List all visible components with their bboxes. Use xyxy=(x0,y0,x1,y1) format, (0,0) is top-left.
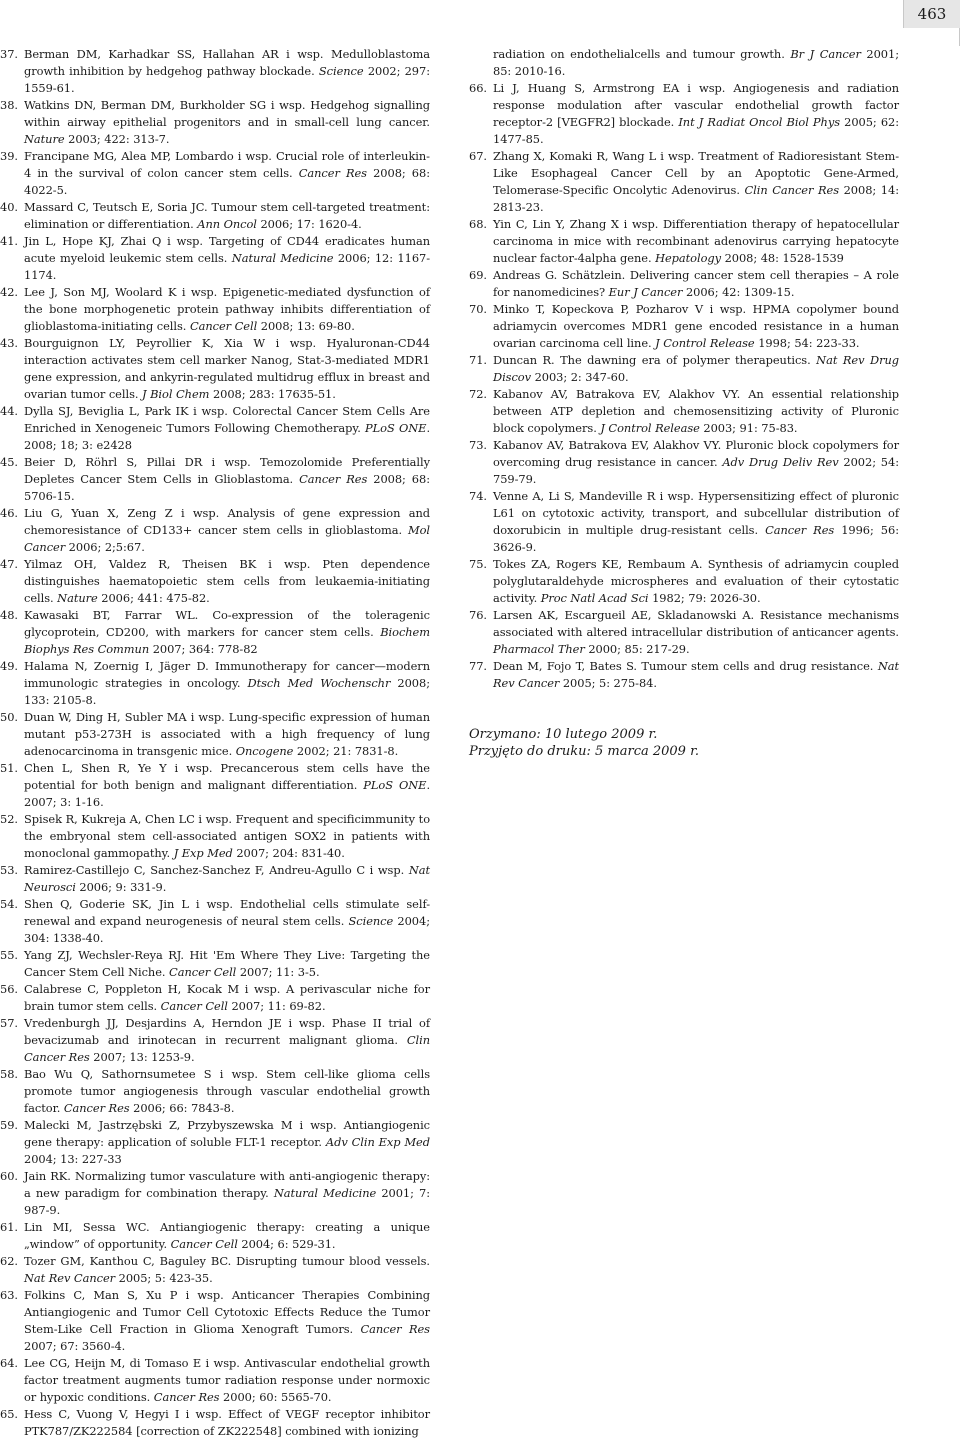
reference-item xyxy=(0,505,430,556)
reference-journal: Cancer Res xyxy=(360,1322,430,1336)
reference-details: 2006; 12: 1167-1174. xyxy=(24,251,431,282)
reference-item xyxy=(0,148,430,199)
reference-item xyxy=(0,862,430,896)
reference-number: 69. xyxy=(469,268,487,282)
reference-body xyxy=(493,556,899,607)
reference-number: 65. xyxy=(0,1407,18,1421)
reference-body xyxy=(24,658,430,709)
reference-text: Folkins C, Man S, Xu P i wsp. Anticancer Therapies Combining Antiangiogenic and Tumor Cell Cytotoxic Effects Reduce the Tumor Stem-Like Cell Fraction in Glioma Xenograft Tumors. xyxy=(24,1288,430,1336)
left-column xyxy=(0,46,430,1440)
reference-journal: Clin Cancer Res xyxy=(744,183,839,197)
reference-item xyxy=(469,607,899,658)
reference-number: 63. xyxy=(0,1288,18,1302)
reference-number: 67. xyxy=(469,149,487,163)
reference-journal: Nature xyxy=(24,132,65,146)
reference-journal: Science xyxy=(318,64,364,78)
reference-text: Duan W, Ding H, Subler MA i wsp. Lung-specific expression of human mutant p53-273H is associated with a high frequency of lung adenocarcinoma in transgenic mice. xyxy=(24,710,430,758)
reference-journal: Nat Rev Cancer xyxy=(24,1271,116,1285)
reference-details: 2002; 54: 759-79. xyxy=(493,455,899,486)
reference-text: Shen Q, Goderie SK, Jin L i wsp. Endothelial cells stimulate self-renewal and expand neurogenesis of neural stem cells. xyxy=(24,897,430,928)
reference-text: Jain RK. Normalizing tumor vasculature with anti-angiogenic therapy: a new paradigm for combination therapy. xyxy=(24,1169,430,1200)
reference-journal: Br J Cancer xyxy=(790,47,861,61)
reference-item xyxy=(469,148,899,216)
reference-details: 2005; 62: 1477-85. xyxy=(493,115,899,146)
reference-text: Kabanov AV, Batrakova EV, Alakhov VY. An essential relationship between ATP depletion and chemosensitizing activity of Pluronic block copolymers. xyxy=(493,387,899,435)
reference-journal: Cancer Res xyxy=(63,1101,130,1115)
reference-body xyxy=(24,709,430,760)
reference-body xyxy=(24,454,430,505)
reference-item xyxy=(0,1117,430,1168)
page-number: 463 xyxy=(903,0,960,28)
reference-journal: Oncogene xyxy=(235,744,294,758)
reference-details: 2004; 304: 1338-40. xyxy=(24,914,430,945)
reference-journal: J Control Release xyxy=(600,421,700,435)
reference-item xyxy=(0,760,430,811)
reference-details: 2003; 422: 313-7. xyxy=(64,132,170,146)
reference-item xyxy=(469,437,899,488)
reference-journal: Cancer Cell xyxy=(170,1237,238,1251)
reference-text: Massard C, Teutsch E, Soria JC. Tumour stem cell-targeted treatment: elimination or differentiation. xyxy=(24,200,430,231)
reference-journal: PLoS ONE xyxy=(363,778,427,792)
reference-journal: Cancer Res xyxy=(765,523,835,537)
reference-text: Malecki M, Jastrzębski Z, Przybyszewska M i wsp. Antiangiogenic gene therapy: application of soluble FLT-1 receptor. xyxy=(24,1118,430,1149)
reference-number: 40. xyxy=(0,200,18,214)
reference-details: 2008; 68: 5706-15. xyxy=(24,472,430,503)
reference-details: 1982; 79: 2026-30. xyxy=(648,591,761,605)
reference-number: 48. xyxy=(0,608,18,622)
reference-body xyxy=(493,267,899,301)
reference-details: 2008; 13: 69-80. xyxy=(257,319,355,333)
reference-text: Liu G, Yuan X, Zeng Z i wsp. Analysis of gene expression and chemoresistance of CD133+ cancer stem cells in glioblastoma. xyxy=(24,506,430,537)
reference-journal: Cancer Res xyxy=(298,166,367,180)
reference-journal: Pharmacol Ther xyxy=(493,642,585,656)
reference-number: 46. xyxy=(0,506,18,520)
reference-text: Vredenburgh JJ, Desjardins A, Herndon JE i wsp. Phase II trial of bevacizumab and irinotecan in recurrent malignant glioma. xyxy=(24,1016,430,1047)
reference-text: Lin MI, Sessa WC. Antiangiogenic therapy: creating a unique „window” of opportunity. xyxy=(24,1220,430,1251)
reference-details: 1998; 54: 223-33. xyxy=(754,336,860,350)
reference-journal: Cancer Res xyxy=(299,472,368,486)
reference-item xyxy=(469,352,899,386)
reference-text: Calabrese C, Poppleton H, Kocak M i wsp. A perivascular niche for brain tumor stem cells. xyxy=(24,982,430,1013)
reference-item xyxy=(0,233,430,284)
reference-body xyxy=(24,760,430,811)
reference-body xyxy=(24,1168,430,1219)
reference-number: 74. xyxy=(469,489,487,503)
article-dates xyxy=(469,726,899,760)
reference-item xyxy=(0,454,430,505)
reference-journal: Science xyxy=(348,914,394,928)
reference-details: 2008; 283: 17635-51. xyxy=(209,387,336,401)
reference-body xyxy=(24,811,430,862)
reference-body xyxy=(24,233,430,284)
reference-continuation xyxy=(469,46,899,80)
reference-number: 41. xyxy=(0,234,18,248)
reference-number: 53. xyxy=(0,863,18,877)
reference-body xyxy=(24,896,430,947)
reference-item xyxy=(469,267,899,301)
reference-text: Zhang X, Komaki R, Wang L i wsp. Treatment of Radioresistant Stem-Like Esophageal Cancer Cell by an Apoptotic Gene-Armed, Telomerase-Specific Oncolytic Adenovirus. xyxy=(493,149,899,197)
reference-journal: Int J Radiat Oncol Biol Phys xyxy=(678,115,841,129)
reference-details: 2005; 5: 275-84. xyxy=(559,676,657,690)
reference-body xyxy=(493,437,899,488)
reference-body xyxy=(493,658,899,692)
reference-number: 56. xyxy=(0,982,18,996)
reference-number: 39. xyxy=(0,149,18,163)
reference-item xyxy=(0,1066,430,1117)
reference-body xyxy=(24,46,430,97)
reference-text: Bao Wu Q, Sathornsumetee S i wsp. Stem cell-like glioma cells promote tumor angiogenesis through vascular endothelial growth factor. xyxy=(24,1067,430,1115)
reference-item xyxy=(0,1219,430,1253)
reference-number: 42. xyxy=(0,285,18,299)
reference-number: 77. xyxy=(469,659,487,673)
reference-item xyxy=(469,216,899,267)
reference-body xyxy=(24,862,430,896)
reference-body xyxy=(493,301,899,352)
reference-journal: Adv Clin Exp Med xyxy=(325,1135,430,1149)
reference-details: 2002; 297: 1559-61. xyxy=(24,64,430,95)
reference-number: 45. xyxy=(0,455,18,469)
reference-item xyxy=(0,896,430,947)
reference-body xyxy=(24,199,430,233)
reference-number: 75. xyxy=(469,557,487,571)
reference-body xyxy=(24,1287,430,1355)
reference-journal: Natural Medicine xyxy=(273,1186,377,1200)
reference-number: 57. xyxy=(0,1016,18,1030)
reference-details: 2005; 5: 423-35. xyxy=(115,1271,213,1285)
received-date: Orzymano: 10 lutego 2009 r. xyxy=(469,727,658,742)
reference-details: 2008; 48: 1528-1539 xyxy=(721,251,844,265)
reference-text: Lee J, Son MJ, Woolard K i wsp. Epigenetic-mediated dysfunction of the bone morphogenetic protein pathway inhibits differentiation of glioblastoma-initiating cells. xyxy=(24,285,430,333)
reference-number: 73. xyxy=(469,438,487,452)
reference-body xyxy=(24,1219,430,1253)
reference-item xyxy=(0,556,430,607)
reference-text: Hess C, Vuong V, Hegyi I i wsp. Effect of VEGF receptor inhibitor PTK787/ZK222584 [correction of ZK222548] combined with ionizing xyxy=(24,1407,430,1438)
reference-number: 62. xyxy=(0,1254,18,1268)
reference-journal: Cancer Cell xyxy=(169,965,237,979)
reference-details: 2006; 441: 475-82. xyxy=(97,591,210,605)
reference-text: Yilmaz OH, Valdez R, Theisen BK i wsp. Pten dependence distinguishes haematopoietic stem cells from leukaemia-initiating cells. xyxy=(24,557,430,605)
reference-body xyxy=(493,352,899,386)
reference-number: 66. xyxy=(469,81,487,95)
reference-body xyxy=(24,1117,430,1168)
reference-details: 2003; 91: 75-83. xyxy=(699,421,798,435)
accepted-date: Przyjęto do druku: 5 marca 2009 r. xyxy=(469,744,700,759)
reference-item xyxy=(0,1015,430,1066)
reference-item xyxy=(469,80,899,148)
reference-journal: Eur J Cancer xyxy=(608,285,683,299)
reference-item xyxy=(469,658,899,692)
reference-journal: Nat Rev Drug Discov xyxy=(493,353,899,384)
reference-details: 2000; 60: 5565-70. xyxy=(219,1390,332,1404)
reference-details: 2007; 67: 3560-4. xyxy=(24,1339,126,1353)
reference-details: 2008; 133: 2105-8. xyxy=(24,676,430,707)
reference-item xyxy=(469,301,899,352)
reference-text: Dylla SJ, Beviglia L, Park IK i wsp. Colorectal Cancer Stem Cells Are Enriched in Xenogeneic Tumors Following Chemotherapy. xyxy=(24,404,430,435)
reference-item xyxy=(0,403,430,454)
reference-text: Tozer GM, Kanthou C, Baguley BC. Disrupting tumour blood vessels. xyxy=(24,1254,430,1268)
reference-text: Li J, Huang S, Armstrong EA i wsp. Angiogenesis and radiation response modulation after vascular endothelial growth factor receptor-2 [VEGFR2] blockade. xyxy=(493,81,899,129)
reference-text: Duncan R. The dawning era of polymer therapeutics. xyxy=(493,353,817,367)
reference-number: 60. xyxy=(0,1169,18,1183)
reference-body xyxy=(24,1066,430,1117)
reference-body xyxy=(493,216,899,267)
reference-text: Watkins DN, Berman DM, Burkholder SG i wsp. Hedgehog signalling within airway epithelial progenitors and in small-cell lung cancer. xyxy=(24,98,430,129)
reference-number: 71. xyxy=(469,353,487,367)
reference-text: radiation on endothelialcells and tumour growth. xyxy=(493,47,791,61)
reference-item xyxy=(0,97,430,148)
reference-text: Jin L, Hope KJ, Zhai Q i wsp. Targeting of CD44 eradicates human acute myeloid leukemic stem cells. xyxy=(24,234,430,265)
reference-details: 2007; 11: 3-5. xyxy=(236,965,320,979)
reference-text: Yang ZJ, Wechsler-Reya RJ. Hit 'Em Where They Live: Targeting the Cancer Stem Cell Niche. xyxy=(24,948,430,979)
reference-journal: Nat Neurosci xyxy=(24,863,430,894)
reference-body xyxy=(24,403,430,454)
reference-item xyxy=(0,607,430,658)
reference-body xyxy=(493,488,899,556)
reference-item xyxy=(0,46,430,97)
reference-journal: Clin Cancer Res xyxy=(24,1033,430,1064)
reference-item xyxy=(469,488,899,556)
reference-details: 2004; 6: 529-31. xyxy=(237,1237,336,1251)
reference-number: 54. xyxy=(0,897,18,911)
reference-journal: Mol Cancer xyxy=(24,523,430,554)
reference-body xyxy=(24,335,430,403)
reference-text: Larsen AK, Escargueil AE, Skladanowski A. Resistance mechanisms associated with altered intracellular distribution of anticancer agents. xyxy=(493,608,899,639)
reference-number: 68. xyxy=(469,217,487,231)
reference-text: Yin C, Lin Y, Zhang X i wsp. Differentiation therapy of hepatocellular carcinoma in mice with recombinant adenovirus carrying hepatocyte nuclear factor-4alpha gene. xyxy=(493,217,899,265)
reference-body xyxy=(24,947,430,981)
reference-details: 2002; 21: 7831-8. xyxy=(293,744,399,758)
reference-body xyxy=(493,148,899,216)
reference-text: Tokes ZA, Rogers KE, Rembaum A. Synthesis of adriamycin coupled polyglutaraldehyde microspheres and evaluation of their cytostatic activity. xyxy=(493,557,899,605)
reference-number: 58. xyxy=(0,1067,18,1081)
reference-journal: Cancer Cell xyxy=(160,999,228,1013)
reference-body xyxy=(24,1015,430,1066)
reference-number: 76. xyxy=(469,608,487,622)
reference-item xyxy=(0,658,430,709)
reference-journal: Biochem Biophys Res Commun xyxy=(24,625,430,656)
reference-item xyxy=(0,1253,430,1287)
reference-body xyxy=(24,607,430,658)
reference-text: Dean M, Fojo T, Bates S. Tumour stem cells and drug resistance. xyxy=(493,659,878,673)
reference-journal: J Biol Chem xyxy=(142,387,210,401)
reference-text: Ramirez-Castillejo C, Sanchez-Sanchez F, Andreu-Agullo C i wsp. xyxy=(24,863,409,877)
reference-journal: Cancer Cell xyxy=(189,319,258,333)
reference-text: Kawasaki BT, Farrar WL. Co-expression of the toleragenic glycoprotein, CD200, with markers for cancer stem cells. xyxy=(24,608,430,639)
reference-details: 2006; 9: 331-9. xyxy=(75,880,167,894)
reference-journal: Hepatology xyxy=(655,251,722,265)
reference-details: 2008; 68: 4022-5. xyxy=(24,166,430,197)
reference-text: Francipane MG, Alea MP, Lombardo i wsp. Crucial role of interleukin-4 in the survival of colon cancer stem cells. xyxy=(24,149,430,180)
reference-journal: Proc Natl Acad Sci xyxy=(540,591,649,605)
reference-number: 49. xyxy=(0,659,18,673)
reference-text: Bourguignon LY, Peyrollier K, Xia W i wsp. Hyaluronan-CD44 interaction activates stem cell marker Nanog, Stat-3-mediated MDR1 gene expression, and ankyrin-regulated multidrug efflux in breast and ovarian tumor cells. xyxy=(24,336,430,401)
reference-number: 43. xyxy=(0,336,18,350)
reference-body xyxy=(24,1253,430,1287)
reference-body xyxy=(493,607,899,658)
reference-details: 2006; 42: 1309-15. xyxy=(682,285,795,299)
reference-details: 1996; 56: 3626-9. xyxy=(493,523,899,554)
reference-body xyxy=(493,80,899,148)
right-column xyxy=(469,46,899,760)
reference-number: 61. xyxy=(0,1220,18,1234)
reference-body xyxy=(24,148,430,199)
reference-text: Halama N, Zoernig I, Jäger D. Immunotherapy for cancer—modern immunologic strategies in oncology. xyxy=(24,659,430,690)
reference-details: 2008; 14: 2813-23. xyxy=(493,183,899,214)
reference-number: 59. xyxy=(0,1118,18,1132)
reference-details: 2007; 11: 69-82. xyxy=(227,999,326,1013)
reference-body xyxy=(24,284,430,335)
reference-journal: J Exp Med xyxy=(173,846,233,860)
reference-text: Venne A, Li S, Mandeville R i wsp. Hypersensitizing effect of pluronic L61 on cytotoxic activity, transport, and subcellular distribution of doxorubicin in multiple drug-resistant cells. xyxy=(493,489,899,537)
reference-journal: Nat Rev Cancer xyxy=(493,659,899,690)
reference-body xyxy=(24,505,430,556)
reference-journal: J Control Release xyxy=(655,336,755,350)
reference-text: Kabanov AV, Batrakova EV, Alakhov VY. Pluronic block copolymers for overcoming drug resistance in cancer. xyxy=(493,438,899,469)
reference-journal: Natural Medicine xyxy=(231,251,334,265)
reference-number: 72. xyxy=(469,387,487,401)
reference-item xyxy=(0,811,430,862)
reference-item xyxy=(0,981,430,1015)
reference-details: . 2007; 3: 1-16. xyxy=(24,778,431,809)
reference-details: 2003; 2: 347-60. xyxy=(531,370,629,384)
reference-number: 44. xyxy=(0,404,18,418)
reference-details: 2006; 66: 7843-8. xyxy=(129,1101,235,1115)
reference-details: 2004; 13: 227-33 xyxy=(24,1152,122,1166)
reference-number: 52. xyxy=(0,812,18,826)
reference-journal: Adv Drug Deliv Rev xyxy=(722,455,839,469)
reference-item xyxy=(0,1287,430,1355)
reference-details: 2006; 2;5:67. xyxy=(65,540,145,554)
reference-details: . 2008; 18; 3: e2428 xyxy=(24,421,431,452)
reference-journal: Cancer Res xyxy=(153,1390,220,1404)
reference-body xyxy=(493,386,899,437)
reference-number: 55. xyxy=(0,948,18,962)
reference-list-right xyxy=(469,46,899,692)
reference-item xyxy=(0,1168,430,1219)
reference-details: 2000; 85: 217-29. xyxy=(584,642,690,656)
reference-item xyxy=(0,1355,430,1406)
reference-journal: Ann Oncol xyxy=(197,217,257,231)
reference-number: 38. xyxy=(0,98,18,112)
reference-details: 2006; 17: 1620-4. xyxy=(256,217,362,231)
reference-details: 2001; 7: 987-9. xyxy=(24,1186,431,1217)
reference-body xyxy=(24,556,430,607)
reference-list-left xyxy=(0,46,430,1440)
reference-text: Chen L, Shen R, Ye Y i wsp. Precancerous stem cells have the potential for both benign and malignant differentiation. xyxy=(24,761,430,792)
reference-item xyxy=(0,709,430,760)
reference-details: 2001; 85: 2010-16. xyxy=(493,47,899,78)
reference-body xyxy=(24,1355,430,1406)
reference-details: 2007; 364: 778-82 xyxy=(149,642,258,656)
reference-number: 64. xyxy=(0,1356,18,1370)
reference-body xyxy=(24,981,430,1015)
reference-item xyxy=(0,284,430,335)
reference-item xyxy=(0,199,430,233)
reference-body xyxy=(24,1406,430,1440)
reference-item xyxy=(469,386,899,437)
reference-number: 50. xyxy=(0,710,18,724)
reference-text: Andreas G. Schätzlein. Delivering cancer stem cell therapies – A role for nanomedicines? xyxy=(493,268,899,299)
reference-text: Spisek R, Kukreja A, Chen LC i wsp. Frequent and specificimmunity to the embryonal stem cell-associated antigen SOX2 in patients with monoclonal gammopathy. xyxy=(24,812,430,860)
reference-item xyxy=(469,556,899,607)
reference-text: Lee CG, Heijn M, di Tomaso E i wsp. Antivascular endothelial growth factor treatment augments tumor radiation response under normoxic or hypoxic conditions. xyxy=(24,1356,430,1404)
reference-body xyxy=(24,97,430,148)
reference-text: Berman DM, Karhadkar SS, Hallahan AR i wsp. Medulloblastoma growth inhibition by hedgehog pathway blockade. xyxy=(24,47,430,78)
reference-number: 51. xyxy=(0,761,18,775)
reference-journal: Dtsch Med Wochenschr xyxy=(247,676,391,690)
reference-journal: Nature xyxy=(57,591,98,605)
reference-item xyxy=(0,947,430,981)
reference-text: Minko T, Kopeckova P, Pozharov V i wsp. HPMA copolymer bound adriamycin overcomes MDR1 gene encoded resistance in a human ovarian carcinoma cell line. xyxy=(493,302,899,350)
reference-details: 2007; 204: 831-40. xyxy=(232,846,345,860)
reference-details: 2007; 13: 1253-9. xyxy=(89,1050,195,1064)
reference-number: 37. xyxy=(0,47,18,61)
reference-item xyxy=(0,335,430,403)
reference-journal: PLoS ONE xyxy=(365,421,427,435)
reference-number: 47. xyxy=(0,557,18,571)
reference-item xyxy=(0,1406,430,1440)
reference-text: Beier D, Röhrl S, Pillai DR i wsp. Temozolomide Preferentially Depletes Cancer Stem Cells in Glioblastoma. xyxy=(24,455,430,486)
reference-number: 70. xyxy=(469,302,487,316)
